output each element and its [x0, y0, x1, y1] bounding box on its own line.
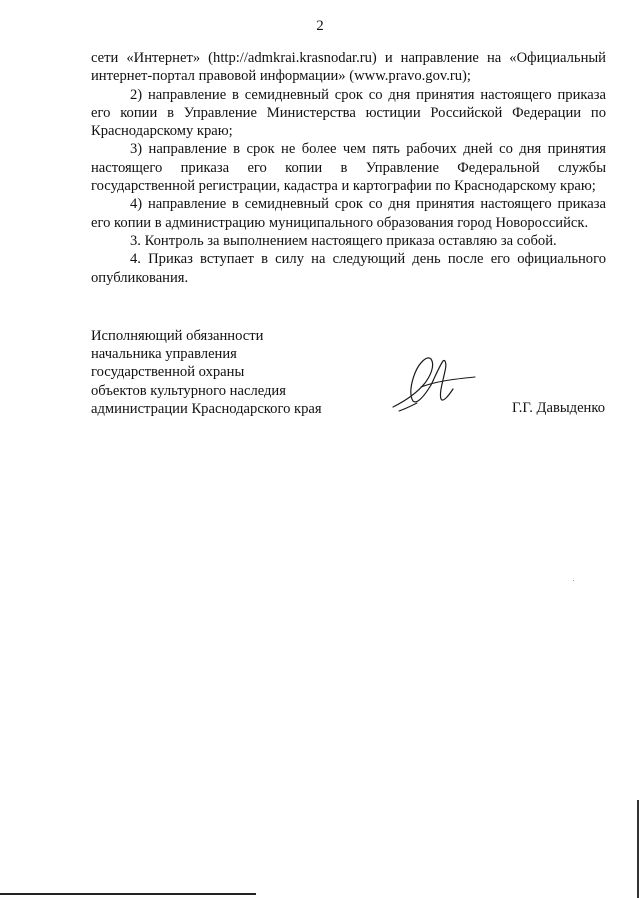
signature-block: [91, 327, 611, 427]
scan-edge-bottom: [0, 893, 256, 895]
paragraph-effective-clause: 4. Приказ вступает в силу на следующий день после его официального опубликования.: [91, 251, 606, 286]
signatory-title-line: объектов культурного наследия: [91, 382, 286, 399]
page-number: 2: [316, 18, 324, 34]
paragraph-item-2: 2) направление в семидневный срок со дня принятия настоящего приказа его копии в Управление Министерства юстиции Российской Федерации по Краснодарскому краю;: [91, 86, 606, 140]
signatory-title-line: администрации Краснодарского края: [91, 400, 322, 417]
signatory-title-line: начальника управления: [91, 346, 237, 363]
paragraph-continuation: сети «Интернет» (http://admkrai.krasnodar.ru) и направление на «Официальный интернет-портал правовой информации» (www.pravo.gov.ru);: [91, 50, 606, 85]
handwritten-signature: [391, 351, 481, 413]
document-body: [91, 49, 606, 287]
paragraph-item-3: 3) направление в срок не более чем пять рабочих дней со дня принятия настоящего приказа его копии в Управление Федеральной службы государственной регистрации, кадастра и картографии по Краснодарскому краю;: [91, 141, 606, 195]
signatory-name: Г.Г. Давыденко: [511, 400, 605, 416]
signatory-title: [91, 327, 322, 418]
signatory-title-line: Исполняющий обязанности: [91, 328, 264, 344]
scan-edge-right: [637, 800, 639, 898]
signatory-title-line: государственной охраны: [91, 364, 245, 381]
scan-artifact: [573, 580, 574, 581]
paragraph-control-clause: 3. Контроль за выполнением настоящего приказа оставляю за собой.: [130, 232, 557, 249]
paragraph-item-4: 4) направление в семидневный срок со дня принятия настоящего приказа его копии в администрацию муниципального образования город Новороссийск.: [91, 196, 606, 231]
